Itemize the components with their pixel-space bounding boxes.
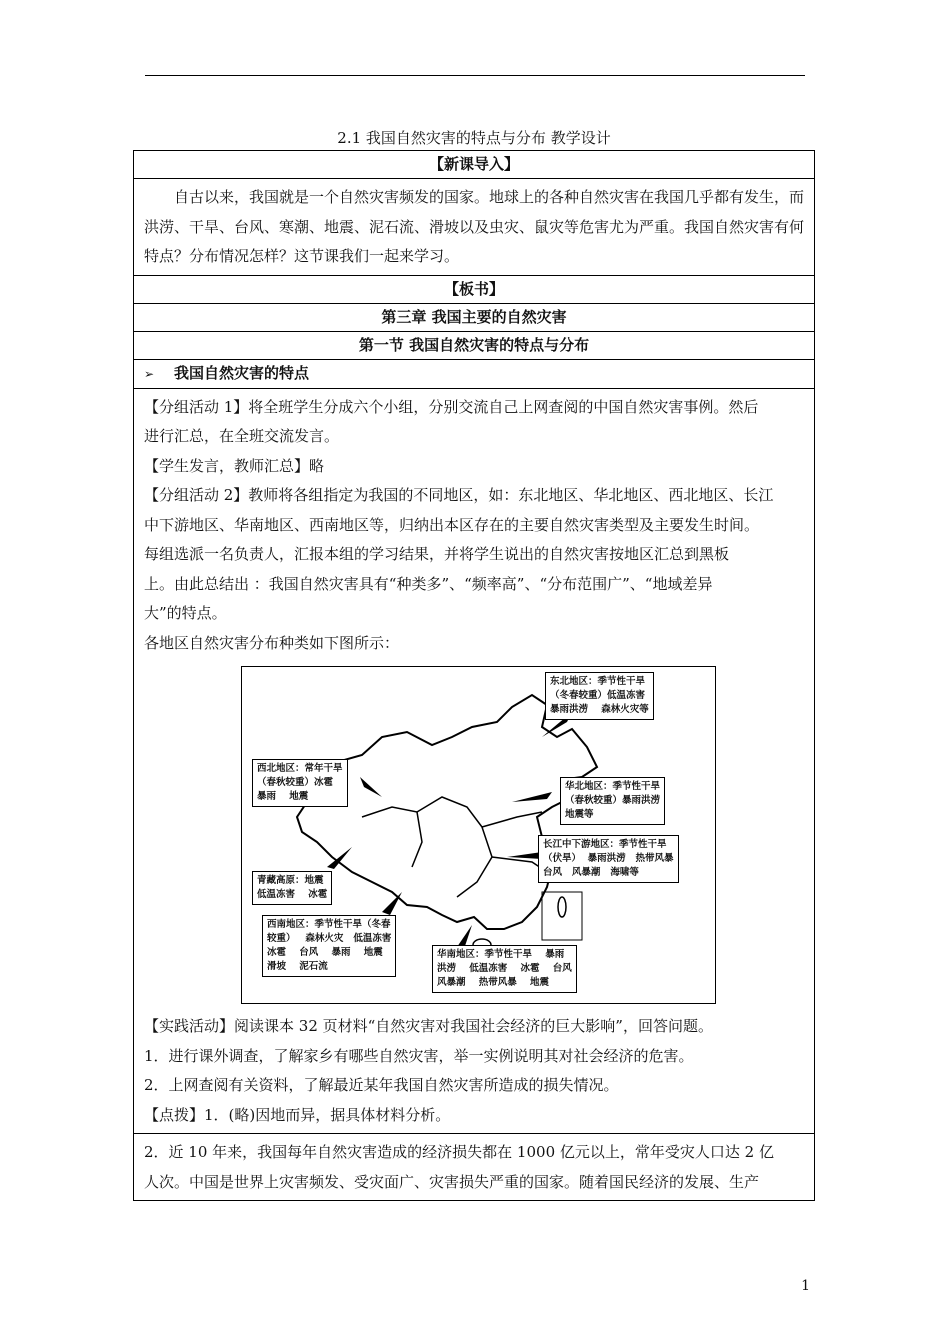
intro-text: 自古以来，我国就是一个自然灾害频发的国家。地球上的各种自然灾害在我国几乎都有发生，而洪涝、干旱、台风、寒潮、地震、泥石流、滑坡以及虫灾、鼠灾等危害尤为严重。我国自然灾害有何特点？分布情况怎样？这节课我们一起来学习。 [134, 179, 815, 276]
impact-line: 人次。中国是世界上灾害频发、受灾面广、灾害损失严重的国家。随着国民经济的发展、生产 [144, 1172, 760, 1191]
activity-line: 大”的特点。 [144, 604, 227, 622]
document-title: 2.1 我国自然灾害的特点与分布 教学设计 [337, 129, 611, 147]
practice-line: 【实践活动】阅读课本 32 页材料“自然灾害对我国社会经济的巨大影响”，回答问题。 [144, 1017, 713, 1035]
practice-line: 【点拨】1．(略)因地而异，据具体材料分析。 [144, 1105, 451, 1124]
callout-yangtze: 长江中下游地区：季节性干旱 （伏旱） 暴雨洪涝 热带风暴 台风 风暴潮 海啸等 [538, 835, 679, 883]
callout-northwest: 西北地区：常年干旱 （春秋较重）冰雹 暴雨 地震 [252, 759, 348, 807]
pointer-tibet [327, 847, 352, 869]
taiwan-island [558, 897, 566, 917]
pointer-southwest [382, 892, 402, 915]
callout-north: 华北地区：季节性干旱 （春秋较重）暴雨洪涝 地震等 [560, 777, 665, 825]
activity-line: 上。由此总结出 ：我国自然灾害具有“种类多”、“频率高”、“分布范围广”、“地域差异 [144, 574, 713, 593]
impact-line: 2．近 10 年来，我国每年自然灾害造成的经济损失都在 1000 亿元以上，常年受灾人口达 2 亿 [144, 1143, 774, 1161]
activity-line: 【分组活动 2】教师将各组指定为我国的不同地区，如：东北地区、华北地区、西北地区、长江 [144, 486, 774, 504]
pointer-northwest [360, 777, 382, 797]
activity-line: 中下游地区、华南地区、西南地区等，归纳出本区存在的主要自然灾害类型及主要发生时间。 [144, 515, 760, 534]
callout-south: 华南地区：季节性干旱 暴雨 洪涝 低温冻害 冰雹 台风 风暴潮 热带风暴 地震 [432, 945, 577, 993]
header-rule [145, 75, 805, 76]
intro-header: 【新课导入】 [134, 151, 815, 179]
region-boundary [412, 812, 422, 867]
bullet-heading: 我国自然灾害的特点 [174, 363, 310, 382]
chapter-title: 第三章 我国主要的自然灾害 [134, 303, 815, 331]
bullet-row [134, 359, 815, 388]
disaster-map [241, 666, 716, 1004]
practice-line: 2．上网查阅有关资料，了解最近某年我国自然灾害所造成的损失情况。 [144, 1076, 619, 1094]
region-boundary [482, 812, 542, 827]
arrow-bullet-icon: ➢ [144, 366, 155, 381]
activity-line: 各地区自然灾害分布种类如下图所示： [144, 633, 400, 652]
callout-southwest: 西南地区：季节性干旱（冬春 较重） 森林火灾 低温冻害 冰雹 台风 暴雨 地震 滑坡 泥石流 [262, 915, 396, 977]
activity-line: 每组选派一名负责人，汇报本组的学习结果，并将学生说出的自然灾害按地区汇总到黑板 [144, 545, 730, 563]
region-boundary [457, 827, 492, 897]
section-title: 第一节 我国自然灾害的特点与分布 [134, 331, 815, 359]
lesson-table [133, 150, 815, 1201]
board-header: 【板书】 [134, 275, 815, 303]
activity-line: 进行汇总，在全班交流发言。 [144, 427, 340, 445]
region-boundary [362, 797, 482, 827]
page-number: 1 [801, 1278, 810, 1294]
activity-line: 【分组活动 1】将全班学生分成六个小组，分别交流自己上网查阅的中国自然灾害事例。然后 [144, 397, 759, 416]
south-sea-inset [542, 892, 582, 940]
pointer-north [512, 792, 552, 802]
activities-cell [134, 388, 815, 1134]
activity-line: 【学生发言，教师汇总】略 [144, 456, 325, 475]
callout-northeast: 东北地区：季节性干旱 （冬春较重）低温冻害 暴雨洪涝 森林火灾等 [545, 672, 654, 720]
pointer-yangtze [507, 852, 542, 859]
practice-line: 1．进行课外调查，了解家乡有哪些自然灾害，举一实例说明其对社会经济的危害。 [144, 1046, 694, 1065]
callout-tibet: 青藏高原：地震 低温冻害 冰雹 [252, 871, 332, 905]
impact-cell [134, 1134, 815, 1201]
